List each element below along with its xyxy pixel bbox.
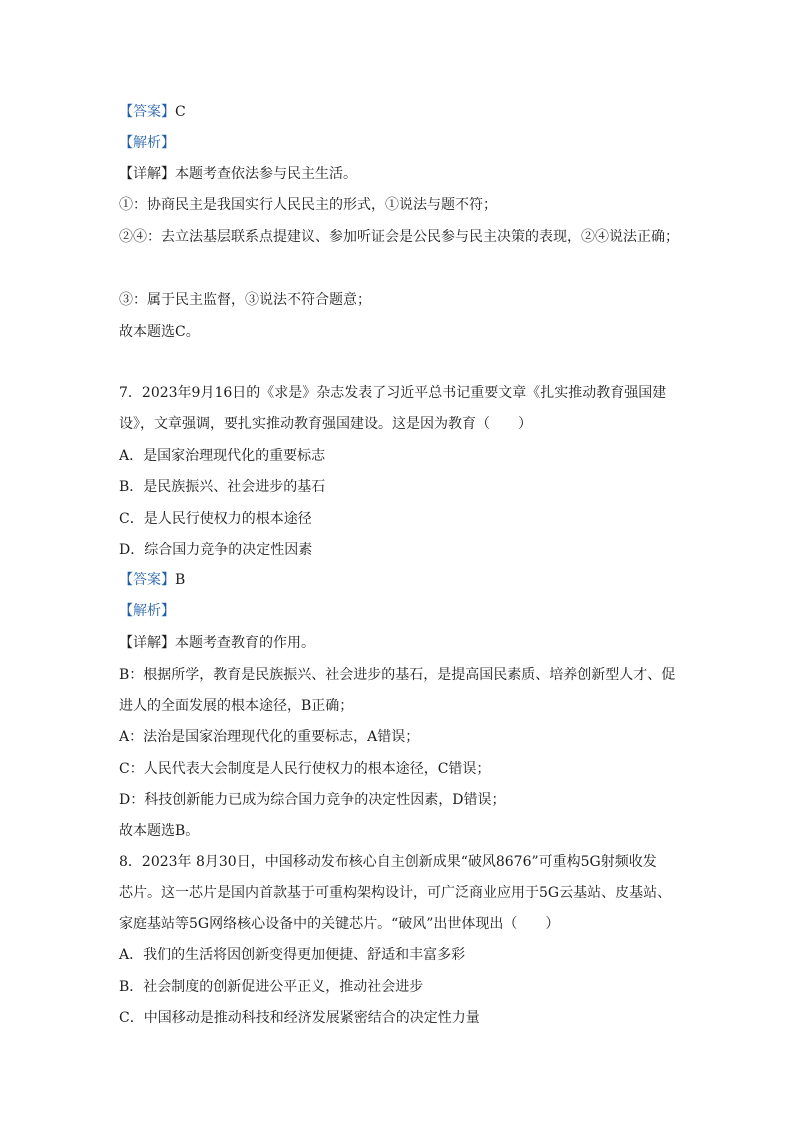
answer-tag: 【答案】 [119,572,175,588]
q7-stem-line-2: 设》，文章强调，要扎实推动教育强国建设。这是因为教育（ ） [119,416,532,432]
q7-conclusion: 故本题选B。 [119,823,200,839]
q6-line-1: ①：协商民主是我国实行人民民主的形式，①说法与题不符； [119,197,497,213]
q7-answer [119,570,185,590]
q7-analysis-tag: 【解析】 [119,603,175,619]
q6-detail: 【详解】本题考查依法参与民主生活。 [119,166,357,182]
q7-option-c: C．是人民行使权力的根本途径 [119,511,312,527]
q7-stem-line-1: 7．2023年9月16日的《求是》杂志发表了习近平总书记重要文章《扎实推动教育强国建 [119,385,667,401]
q8-stem-line-1: 8．2023年 8月30日，中国移动发布核心自主创新成果“破风8676”可重构5G射频收发 [119,854,657,870]
q7-line-5: D：科技创新能力已成为综合国力竞争的决定性因素，D错误； [119,792,506,808]
q7-line-1: B：根据所学，教育是民族振兴、社会进步的基石，是提高国民素质、培养创新型人才、促 [119,667,676,683]
q6-answer [119,102,186,122]
q7-option-b: B．是民族振兴、社会进步的基石 [119,479,326,495]
q7-option-a: A．是国家治理现代化的重要标志 [119,448,326,464]
q7-line-2: 进人的全面发展的根本途径，B正确； [119,698,354,714]
q7-detail: 【详解】本题考查教育的作用。 [119,635,315,651]
q6-conclusion: 故本题选C。 [119,324,200,340]
q7-option-d: D．综合国力竞争的决定性因素 [119,542,313,558]
q8-stem-line-2: 芯片。这一芯片是国内首款基于可重构架构设计，可广泛商业应用于5G云基站、皮基站、 [119,885,672,901]
q8-option-c: C．中国移动是推动科技和经济发展紧密结合的决定性力量 [119,1010,480,1026]
q8-option-a: A．我们的生活将因创新变得更加便捷、舒适和丰富多彩 [119,947,466,963]
answer-tag: 【答案】 [119,104,175,120]
answer-value: B [175,572,186,588]
q8-option-b: B．社会制度的创新促进公平正义，推动社会进步 [119,979,424,995]
q6-line-2: ②④：去立法基层联系点提建议、参加听证会是公民参与民主决策的表现，②④说法正确； [119,229,679,245]
q6-analysis-tag: 【解析】 [119,135,175,151]
q8-stem-line-3: 家庭基站等5G网络核心设备中的关键芯片。“破风”出世体现出（ ） [119,916,560,932]
q7-line-4: C：人民代表大会制度是人民行使权力的根本途径，C错误； [119,761,491,777]
answer-value: C [175,104,186,120]
q6-line-3: ③：属于民主监督，③说法不符合题意； [119,292,371,308]
q7-line-3: A：法治是国家治理现代化的重要标志，A错误； [119,729,420,745]
